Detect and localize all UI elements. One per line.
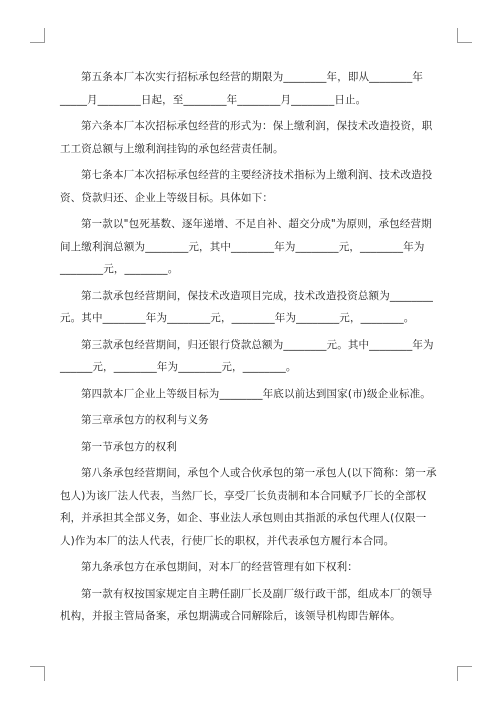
article-6: 第六条本厂本次招标承包经营的形式为：保上缴利润，保技术改造投资，职工工资总额与上缴利润挂钩的承包经营责任制。 bbox=[60, 120, 433, 155]
crop-mark-top-left bbox=[30, 28, 45, 43]
crop-mark-bottom-left bbox=[30, 666, 45, 681]
article-7: 第七条本厂本次招标承包经营的主要经济技术指标为上缴利润、技术改造投资、贷款归还、企业上等级目标。具体如下： bbox=[60, 169, 433, 204]
article-7-clause-4: 第四款本厂企业上等级目标为________年底以前达到国家(市)级企业标准。 bbox=[81, 387, 431, 400]
crop-mark-bottom-right bbox=[457, 666, 472, 681]
section-1-heading: 第一节承包方的权利 bbox=[81, 440, 177, 453]
article-7-clause-2: 第二款承包经营期间，保技术改造项目完成，技术改造投资总额为________元。其中________年为________元，________年为________元，________。 bbox=[60, 289, 434, 324]
article-7-clause-1: 第一款以"包死基数、逐年递增、不足自补、超交分成"为原则，承包经营期间上缴利润总额为________元，其中________年为________元，________年为________元，________。 bbox=[60, 218, 432, 275]
chapter-3-heading: 第三章承包方的权利与义务 bbox=[81, 414, 209, 426]
article-9-clause-1: 第一款有权按国家规定自主聘任副厂长及副厂级行政干部，组成本厂的领导机构，并报主管局备案，承包期满或合同解除后，该领导机构即告解体。 bbox=[60, 587, 433, 622]
document-body bbox=[60, 66, 440, 632]
article-7-clause-3: 第三款承包经营期间，归还银行贷款总额为________元。其中________年为______元，________年为________元，________。 bbox=[60, 338, 434, 373]
article-8: 第八条承包经营期间，承包个人或合伙承包的第一承包人(以下简称：第一承包人)为该厂法人代表，当然厂长，享受厂长负责制和本合同赋予厂长的全部权利，并承担其全部义务，如企、事业法人承包则由其指派的承包代理人(仅限一人)作为本厂的法人代表，行使厂长的职权，并代表承包方履行本合同。 bbox=[60, 467, 437, 547]
article-5: 第五条本厂本次实行招标承包经营的期限为________年，即从________年_____月________日起，至________年________月________日止。 bbox=[60, 71, 423, 106]
crop-mark-top-right bbox=[457, 28, 472, 43]
article-9: 第九条承包方在承包期间，对本厂的经营管理有如下权利： bbox=[81, 561, 358, 573]
